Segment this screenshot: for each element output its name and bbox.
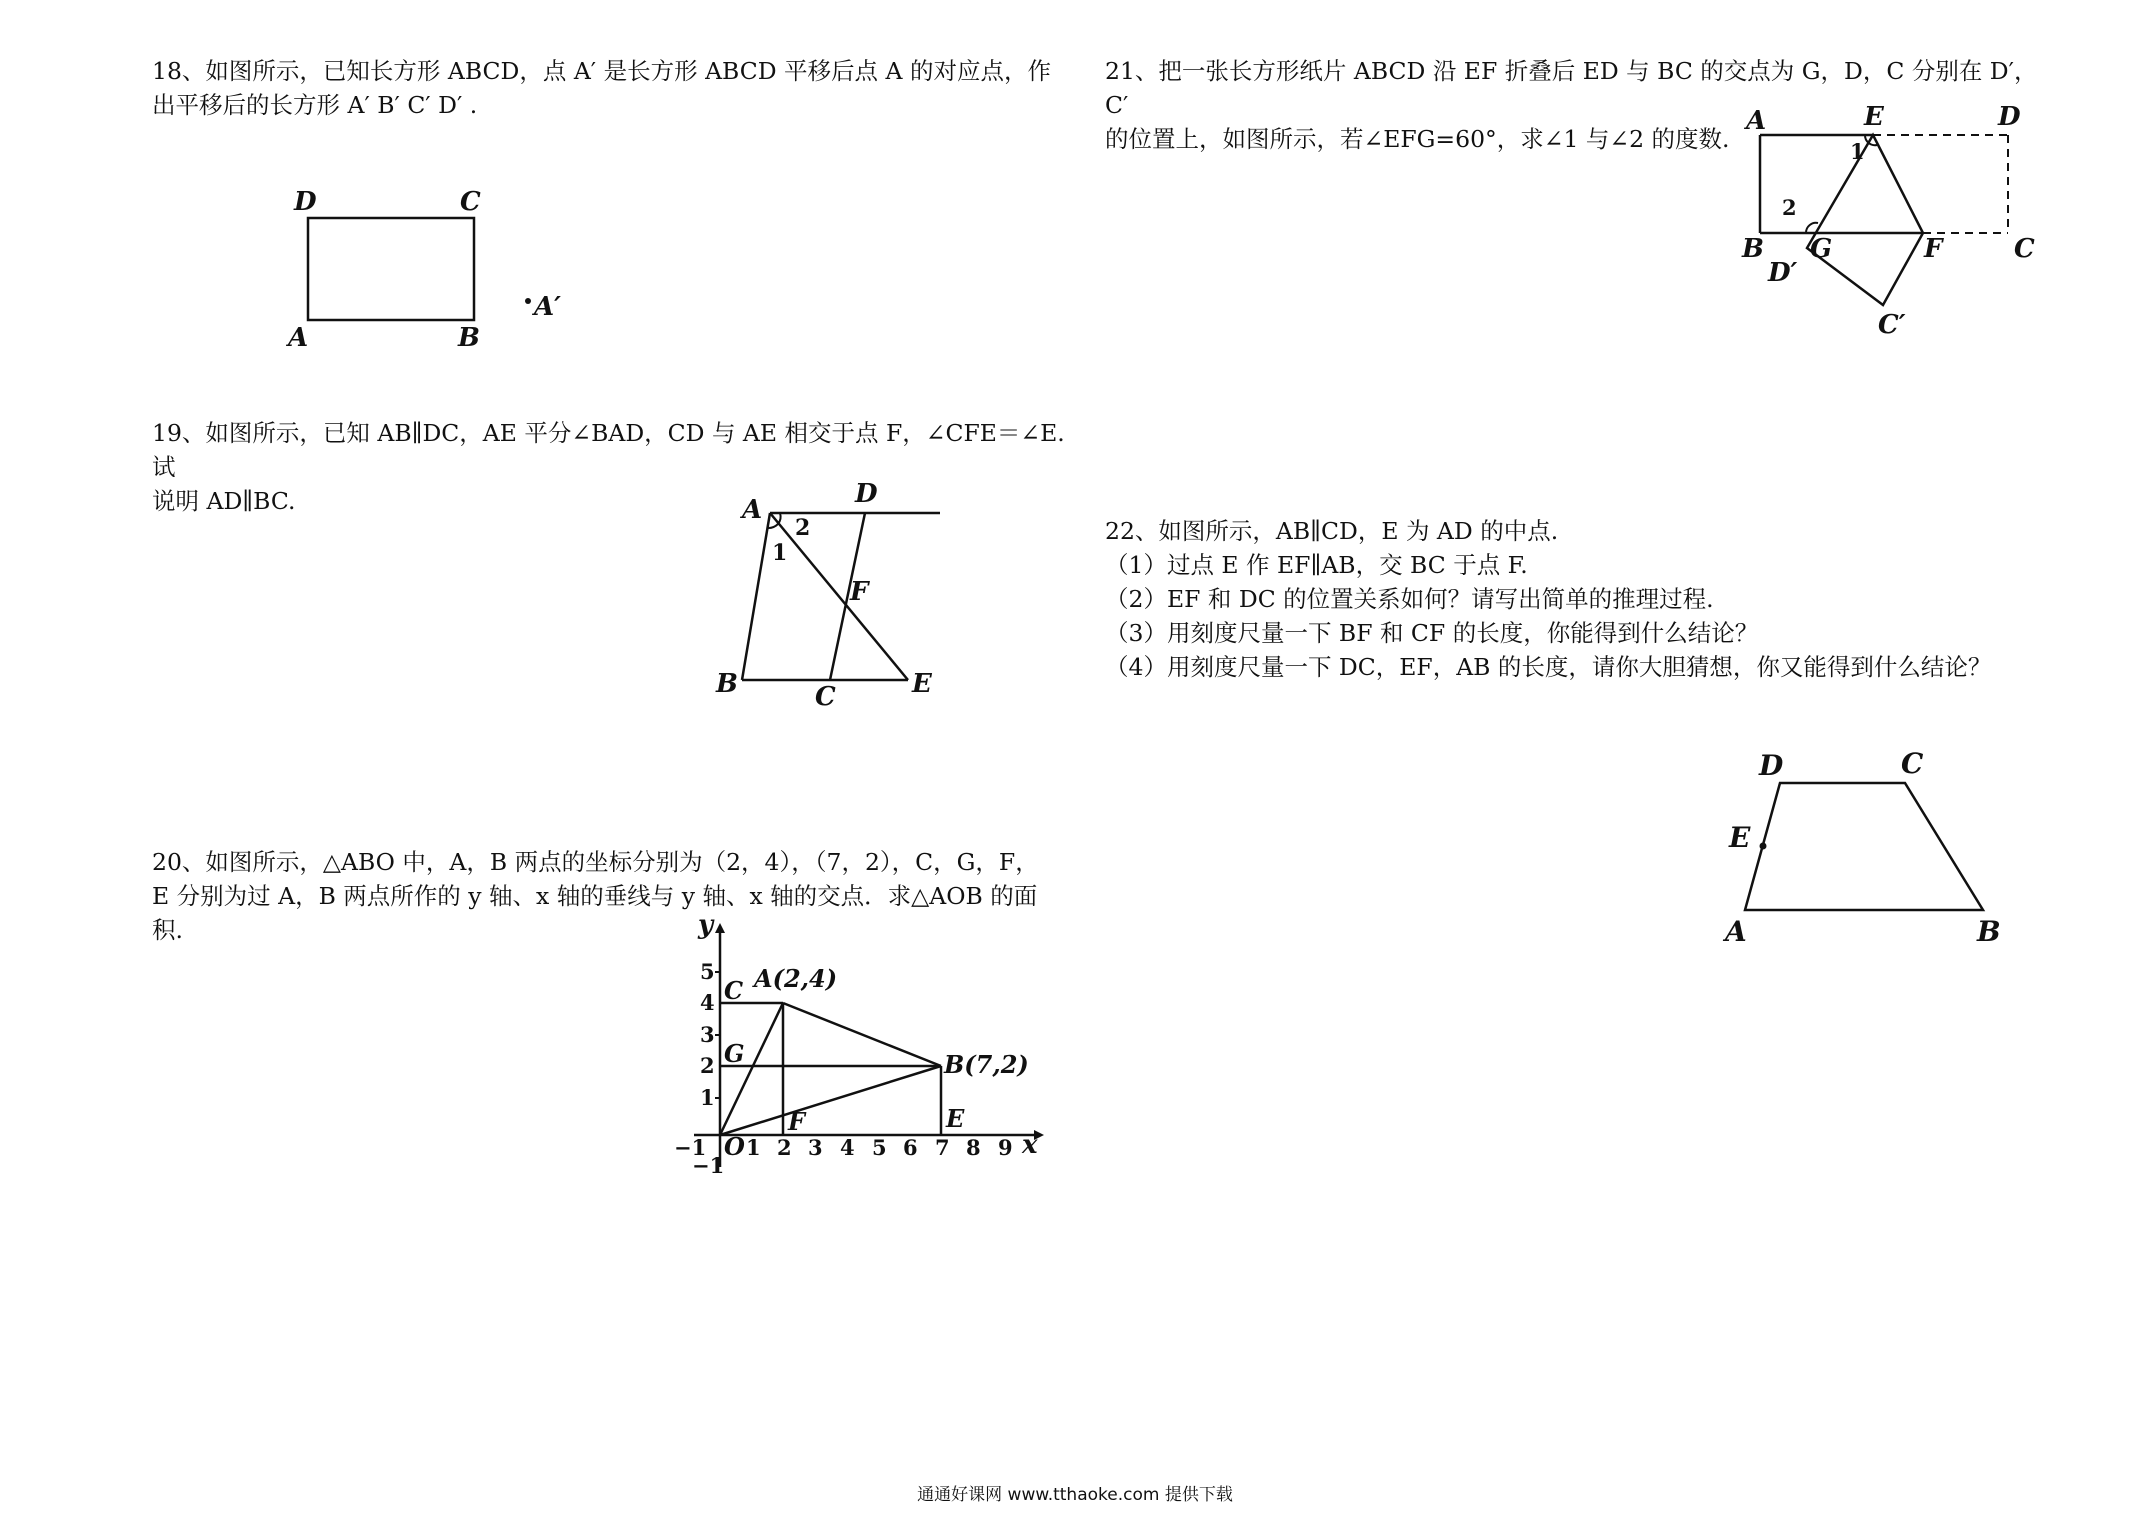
label-A: A(2,4) xyxy=(754,964,838,993)
ytick-1: 1 xyxy=(700,1085,715,1110)
problem-18-line1: 18、如图所示，已知长方形 ABCD，点 A′ 是长方形 ABCD 平移后点 A 的对应点，作 xyxy=(152,57,1051,85)
xtick-neg1: −1 xyxy=(674,1135,707,1160)
ytick-5: 5 xyxy=(700,959,715,984)
label-D: D xyxy=(1998,102,2021,132)
problem-18 xyxy=(152,54,1052,122)
xtick-3: 3 xyxy=(808,1135,823,1160)
label-B: B xyxy=(458,323,480,353)
label-G: G xyxy=(724,1039,745,1068)
xtick-1: 1 xyxy=(746,1135,761,1160)
label-A: A xyxy=(1725,915,1747,948)
label-D-prime: D′ xyxy=(1768,258,1798,288)
label-A: A xyxy=(1746,106,1767,136)
angle-label-2: 2 xyxy=(1782,195,1797,220)
problem-21-line1: 21、把一张长方形纸片 ABCD 沿 EF 折叠后 ED 与 BC 的交点为 G，D，C 分别在 D′，C′ xyxy=(1105,57,2038,119)
axis-label-x: x xyxy=(1022,1130,1038,1160)
ytick-neg1: −1 xyxy=(692,1153,725,1178)
problem-22-q2: （2）EF 和 DC 的位置关系如何？请写出简单的推理过程. xyxy=(1105,585,1714,613)
label-E: E xyxy=(946,1104,965,1133)
problem-22-q1: （1）过点 E 作 EF∥AB，交 BC 于点 F. xyxy=(1105,551,1528,579)
point-A-prime xyxy=(525,298,531,304)
figure-22 xyxy=(1715,745,2015,948)
label-E: E xyxy=(912,669,932,699)
figure-21 xyxy=(1740,102,2040,340)
problem-19-line1: 19、如图所示，已知 AB∥DC，AE 平分∠BAD，CD 与 AE 相交于点 F，∠CFE＝∠E. 试 xyxy=(152,419,1065,481)
angle-label-1: 1 xyxy=(1850,139,1865,164)
label-B: B xyxy=(1977,915,2001,948)
footer-source: 通通好课网 www.tthaoke.com 提供下载 xyxy=(917,1485,1233,1505)
problem-19-line2: 说明 AD∥BC. xyxy=(152,487,296,515)
problem-20-line3: 积. xyxy=(152,916,183,944)
label-E: E xyxy=(1864,102,1884,132)
label-O: O xyxy=(724,1132,745,1161)
xtick-4: 4 xyxy=(840,1135,855,1160)
label-F: F xyxy=(1924,234,1943,264)
problem-22-q4: （4）用刻度尺量一下 DC，EF，AB 的长度，请你大胆猜想，你又能得到什么结论？ xyxy=(1105,653,1992,681)
xtick-8: 8 xyxy=(966,1135,981,1160)
angle-label-2: 2 xyxy=(795,515,811,541)
ytick-2: 2 xyxy=(700,1053,715,1078)
problem-21-line2: 的位置上，如图所示，若∠EFG=60°，求∠1 与∠2 的度数. xyxy=(1105,125,1730,153)
xtick-2: 2 xyxy=(777,1135,792,1160)
problem-22-line1: 22、如图所示，AB∥CD，E 为 AD 的中点. xyxy=(1105,517,1559,545)
label-A: A xyxy=(288,323,309,353)
ytick-4: 4 xyxy=(700,990,715,1015)
xtick-6: 6 xyxy=(903,1135,918,1160)
xtick-5: 5 xyxy=(872,1135,887,1160)
label-B: B xyxy=(716,669,738,699)
label-B: B(7,2) xyxy=(944,1050,1029,1079)
label-C: C xyxy=(2014,234,2035,264)
label-D: D xyxy=(1759,749,1784,782)
label-E: E xyxy=(1729,821,1751,854)
label-F: F xyxy=(850,577,869,607)
point-E xyxy=(1760,843,1767,850)
label-B: B xyxy=(1742,234,1764,264)
problem-18-line2: 出平移后的长方形 A′ B′ C′ D′ . xyxy=(152,91,478,119)
label-A: A xyxy=(742,495,763,525)
figure-19 xyxy=(700,480,960,720)
label-C: C xyxy=(724,976,744,1005)
label-G: G xyxy=(1810,234,1833,264)
figure-18 xyxy=(280,180,580,360)
xtick-7: 7 xyxy=(935,1135,950,1160)
problem-22 xyxy=(1105,514,2065,684)
label-D: D xyxy=(855,479,878,509)
label-A-prime: A′ xyxy=(534,292,562,322)
problem-20-line1: 20、如图所示，△ABO 中，A，B 两点的坐标分别为（2，4），（7，2），C，G，F， xyxy=(152,848,1039,876)
xtick-9: 9 xyxy=(998,1135,1013,1160)
label-C: C xyxy=(1901,747,1924,780)
label-C: C xyxy=(815,682,836,712)
label-D: D xyxy=(294,187,317,217)
angle-label-1: 1 xyxy=(772,540,788,566)
axis-label-y: y xyxy=(698,910,714,940)
label-F: F xyxy=(788,1107,806,1136)
figure-20 xyxy=(660,910,1060,1178)
label-C-prime: C′ xyxy=(1878,310,1906,340)
ytick-3: 3 xyxy=(700,1022,715,1047)
label-C: C xyxy=(460,187,481,217)
problem-22-q3: （3）用刻度尺量一下 BF 和 CF 的长度，你能得到什么结论？ xyxy=(1105,619,1759,647)
problem-20-line2: E 分别为过 A，B 两点所作的 y 轴、x 轴的垂线与 y 轴、x 轴的交点．求△AOB 的面 xyxy=(152,882,1038,910)
